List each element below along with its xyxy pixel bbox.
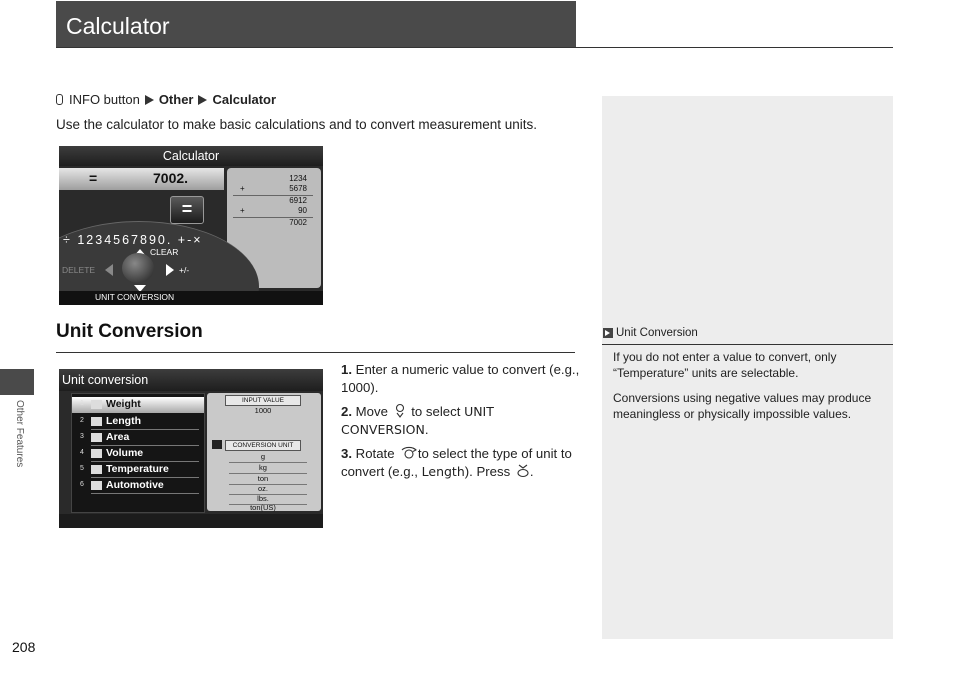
- volume-icon: [91, 449, 102, 458]
- page-number: 208: [12, 639, 36, 655]
- breadcrumb-arrow-icon: [145, 95, 154, 105]
- joystick-move-icon: [394, 403, 406, 417]
- clear-label: CLEAR: [150, 247, 179, 257]
- section-heading: Unit Conversion: [56, 321, 203, 342]
- unit-conversion-label: UNIT CONVERSION: [95, 292, 175, 302]
- unit-value: oz.: [257, 484, 268, 493]
- unit-value: g: [260, 452, 266, 461]
- temperature-icon: [91, 465, 102, 474]
- unit-value: lbs.: [257, 494, 269, 503]
- tape-row: 6912: [289, 196, 307, 205]
- input-value: 1000: [254, 406, 272, 415]
- step-2: 2. Move to select UNIT CONVERSION.: [341, 404, 494, 437]
- calculator-screen-title: Calculator: [59, 146, 323, 166]
- note-heading: Unit Conversion: [603, 327, 698, 339]
- note-paragraph: Conversions using negative values may produce meaningless or physically impossible values.: [613, 391, 872, 421]
- unit-type-list: [71, 393, 205, 513]
- list-item: 1 Weight: [72, 397, 204, 413]
- breadcrumb: [56, 92, 276, 107]
- plus-minus-label: +/-: [179, 265, 190, 275]
- digit-row: ÷ 1234567890. +-×: [63, 233, 203, 247]
- automotive-icon: [91, 481, 102, 490]
- list-item: 6 Automotive: [72, 478, 204, 494]
- tape-row: + 90: [240, 206, 307, 215]
- equals-key: =: [170, 196, 204, 224]
- section-rule: [56, 352, 575, 353]
- conversion-unit-label: CONVERSION UNIT: [225, 440, 301, 451]
- unit-screen-title: Unit conversion: [59, 369, 323, 391]
- rotate-knob-icon: [400, 445, 412, 459]
- input-value-panel: [207, 393, 321, 511]
- input-value-label: INPUT VALUE: [225, 395, 301, 406]
- selector-knob-icon: [122, 253, 154, 283]
- list-item: 4 Volume: [72, 446, 204, 462]
- list-item: 2 Length: [72, 414, 204, 430]
- arrow-right-icon: [166, 264, 174, 276]
- tape-row: 1234: [289, 174, 307, 183]
- list-item: 3 Area: [72, 430, 204, 446]
- unit-value: ton(US): [250, 503, 276, 512]
- note-rule: [602, 344, 893, 345]
- intro-text: Use the calculator to make basic calculations and to convert measurement units.: [56, 117, 537, 132]
- section-tab: [0, 369, 34, 395]
- display-value: 7002.: [153, 170, 189, 186]
- calculator-screenshot: [59, 146, 323, 305]
- unit-screen-bottom-bar: [59, 514, 323, 528]
- area-icon: [91, 433, 102, 442]
- breadcrumb-other: Other: [158, 92, 194, 107]
- page-title: Calculator: [66, 13, 170, 39]
- step-3: 3. Rotate to select the type of unit to convert (e.g., Length). Press .: [341, 446, 572, 479]
- tape-row: + 5678: [240, 184, 307, 193]
- press-knob-icon: [516, 463, 528, 477]
- unit-value: ton: [257, 474, 269, 483]
- unit-value: kg: [259, 463, 267, 472]
- note-paragraph: If you do not enter a value to convert, only “Temperature” units are selectable.: [613, 350, 837, 380]
- weight-icon: [91, 400, 102, 409]
- breadcrumb-start: INFO button: [69, 92, 140, 107]
- step-1: 1. Enter a numeric value to convert (e.g., 1000).: [341, 362, 580, 395]
- calculator-display: [59, 168, 224, 190]
- section-tab-label: Other Features: [14, 400, 25, 468]
- voice-command-icon: [56, 94, 63, 105]
- delete-label: DELETE: [62, 265, 96, 275]
- reference-arrow-icon: [603, 328, 613, 338]
- tape-row: 7002: [289, 218, 307, 227]
- unit-conversion-screenshot: [59, 369, 323, 528]
- display-equals: =: [89, 170, 98, 186]
- list-item: 5 Temperature: [72, 462, 204, 478]
- conversion-unit-icon: [212, 440, 222, 449]
- arrow-left-icon: [105, 264, 113, 276]
- header-rule: [56, 47, 893, 48]
- length-icon: [91, 417, 102, 426]
- breadcrumb-calculator: Calculator: [212, 92, 277, 107]
- breadcrumb-arrow-icon: [198, 95, 207, 105]
